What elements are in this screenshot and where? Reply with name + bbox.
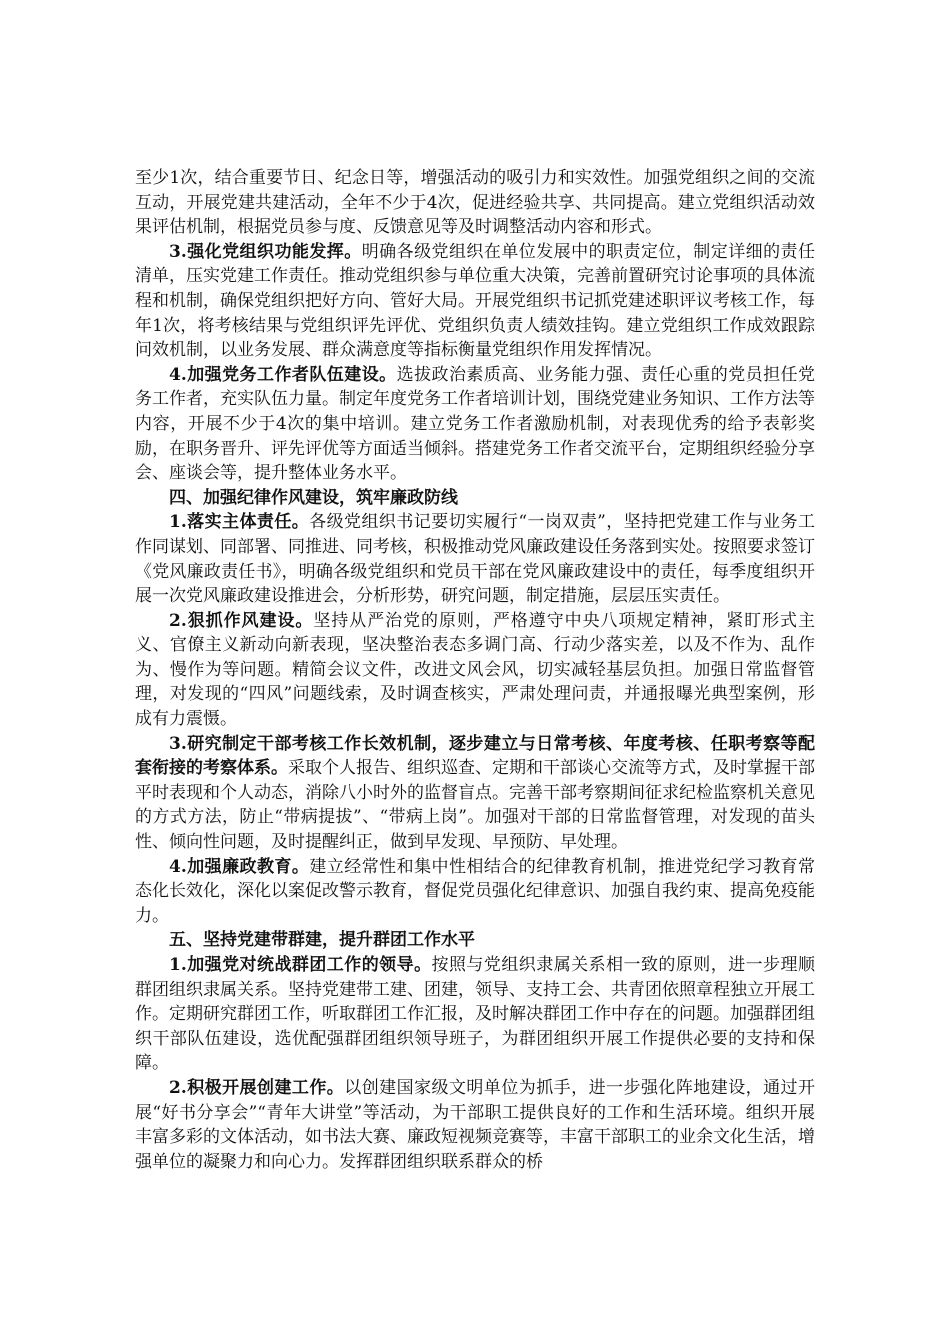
paragraph-item-4-integrity-education (135, 855, 815, 929)
paragraph-lead: 4.加强党务工作者队伍建设。 (169, 364, 397, 385)
paragraph-text: 各级党组织书记要切实履行“一岗双责”，坚持把党建工作与业务工作同谋划、同部署、同推进、同考核，积极推动党风廉政建设任务落到实处。按照要求签订《党风廉政责任书》，明确各级党组织和党员干部在党风廉政建设中的责任，每季度组织开展一次党风廉政建设推进会，分析形势，研究问题，制定措施，层层压实责任。 (135, 512, 815, 607)
paragraph-lead: 2.狠抓作风建设。 (169, 610, 314, 631)
paragraph-item-4-party-workers (135, 363, 815, 486)
paragraph-item-2-work-style (135, 609, 815, 732)
paragraph-text: 坚持从严治党的原则，严格遵守中央八项规定精神，紧盯形式主义、官僚主义新动向新表现，坚决整治表态多调门高、行动少落实差，以及不作为、乱作为、慢作为等问题。精简会议文件，改进文风会风，切实减轻基层负担。加强日常监督管理，对发现的“四风”问题线索，及时调查核实，严肃处理问责，并通报曝光典型案例，形成有力震慑。 (135, 610, 816, 730)
paragraph-text: 至少1次，结合重要节日、纪念日等，增强活动的吸引力和实效性。加强党组织之间的交流互动，开展党建共建活动，全年不少于4次，促进经验共享、共同提高。建立党组织活动效果评估机制，根据党员参与度、反馈意见等及时调整活动内容和形式。 (135, 168, 815, 238)
paragraph-text: 采取个人报告、组织巡查、定期和干部谈心交流等方式，及时掌握干部平时表现和个人动态，消除八小时外的监督盲点。完善干部考察期间征求纪检监察机关意见的方式方法，防止“带病提拔”、“带病上岗”。加强对干部的日常监督管理，对发现的苗头性、倾向性问题，及时提醒纠正，做到早发现、早预防、早处理。 (135, 758, 815, 853)
paragraph-lead: 3.研究制定干部考核工作长效机制，逐步建立与日常考核、年度考核、任职考察等配套衔接的考察体系。 (135, 733, 815, 779)
paragraph-continuation (135, 166, 815, 240)
paragraph-text: 建立经常性和集中性相结合的纪律教育机制，推进党纪学习教育常态化长效化，深化以案促改警示教育，督促党员强化纪律意识、加强自我约束、提高免疫能力。 (135, 856, 815, 926)
paragraph-lead: 1.落实主体责任。 (169, 512, 310, 533)
paragraph-text: 明确各级党组织在单位发展中的职责定位，制定详细的责任清单，压实党建工作责任。推动党组织参与单位重大决策，完善前置研究讨论事项的具体流程和机制，确保党组织把好方向、管好大局。开展党组织书记抓党建述职评议考核工作，每年1次，将考核结果与党组织评先评优、党组织负责人绩效挂钩。建立党组织工作成效跟踪问效机制，以业务发展、群众满意度等指标衡量党组织作用发挥情况。 (135, 241, 816, 361)
section-heading-4: 四、加强纪律作风建设，筑牢廉政防线 (169, 487, 458, 508)
paragraph-item-1-united-front (135, 953, 815, 1076)
paragraph-item-1-main-responsibility (135, 510, 815, 608)
document-body (135, 166, 815, 1174)
paragraph-lead: 3.强化党组织功能发挥。 (169, 241, 362, 262)
paragraph-text: 以创建国家级文明单位为抓手，进一步强化阵地建设，通过开展“好书分享会”“青年大讲堂”等活动，为干部职工提供良好的工作和生活环境。组织开展丰富多彩的文体活动，如书法大赛、廉政短视频竞赛等，丰富干部职工的业余文化生活，增强单位的凝聚力和向心力。发挥群团组织联系群众的桥 (135, 1077, 816, 1172)
paragraph-item-3-cadre-assessment (135, 732, 815, 855)
paragraph-text: 按照与党组织隶属关系相一致的原则，进一步理顺群团组织隶属关系。坚持党建带工建、团建，领导、支持工会、共青团依照章程独立开展工作。定期研究群团工作，听取群团工作汇报，及时解决群团工作中存在的问题。加强群团组织干部队伍建设，选优配强群团组织领导班子，为群团组织开展工作提供必要的支持和保障。 (135, 955, 816, 1074)
paragraph-lead: 2.积极开展创建工作。 (169, 1077, 345, 1098)
paragraph-lead: 4.加强廉政教育。 (169, 856, 310, 877)
paragraph-lead: 1.加强党对统战群团工作的领导。 (169, 955, 432, 975)
section-heading-5: 五、坚持党建带群建，提升群团工作水平 (169, 930, 475, 951)
paragraph-item-3-strengthen-function (135, 240, 815, 363)
paragraph-text: 选拔政治素质高、业务能力强、责任心重的党员担任党务工作者，充实队伍力量。制定年度党务工作者培训计划，围绕党建业务知识、工作方法等内容，开展不少于4次的集中培训。建立党务工作者激励机制，对表现优秀的给予表彰奖励，在职务晋升、评先评优等方面适当倾斜。搭建党务工作者交流平台，定期组织经验分享会、座谈会等，提升整体业务水平。 (135, 364, 816, 484)
paragraph-item-2-civilization-creation (135, 1076, 815, 1174)
